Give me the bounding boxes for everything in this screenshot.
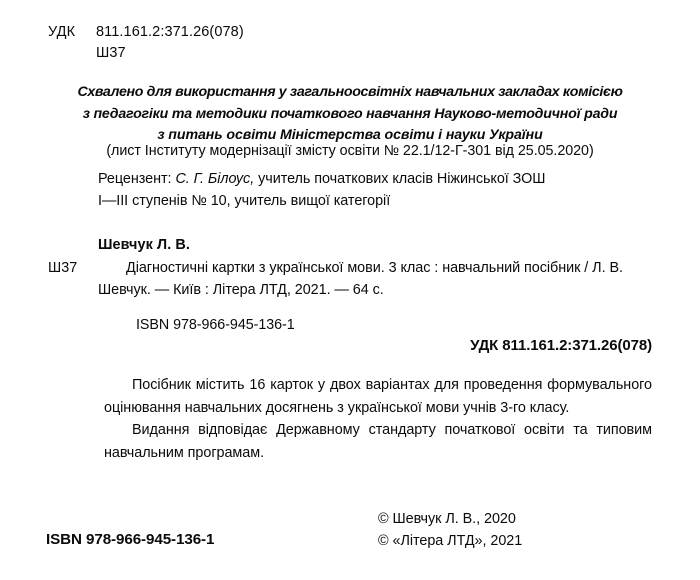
approval-line-3: з питань освіти Міністерства освіти і науки України	[157, 127, 543, 143]
udc-block	[48, 22, 244, 64]
record-body	[48, 257, 660, 301]
udc-classification: 811.161.2:371.26(078)	[96, 24, 244, 40]
bibliographic-record	[48, 234, 660, 301]
annotation-block	[104, 374, 652, 464]
approval-letter-reference: (лист Інституту модернізації змісту освіти № 22.1/12-Г-301 від 25.05.2020)	[106, 143, 594, 159]
reviewer-role: учитель початкових класів Ніжинської ЗОШ	[258, 171, 546, 187]
copyright-line-2: © «Літера ЛТД», 2021	[378, 533, 523, 549]
reviewer-label: Рецензент:	[98, 171, 172, 187]
author-name: Шевчук Л. В.	[98, 237, 191, 253]
isbn-bottom: ISBN 978-966-945-136-1	[46, 531, 215, 548]
udc-shelf-mark: Ш37	[96, 45, 126, 61]
annotation-paragraph-2: Видання відповідає Державному стандарту початкової освіти та типовим навчальним програмам.	[104, 422, 652, 461]
udc-label: УДК	[48, 24, 76, 40]
udc-repeat: УДК 811.161.2:371.26(078)	[470, 337, 652, 354]
annotation-paragraph-1: Посібник містить 16 карток у двох варіантах для проведення формувального оцінювання навчальних досягнень з української мови учнів 3-го класу.	[104, 377, 652, 416]
approval-line-1: Схвалено для використання у загальноосвітніх навчальних закладах комісією	[77, 84, 623, 100]
approval-statement	[48, 82, 652, 147]
reviewer-block	[98, 168, 658, 212]
copyright-line-1: © Шевчук Л. В., 2020	[378, 511, 516, 527]
record-description: Діагностичні картки з української мови. 3 клас : навчальний посібник / Л. В. Шевчук. — Київ : Літера ЛТД, 2021. — 64 с.	[98, 260, 623, 298]
record-shelf-mark: Ш37	[48, 260, 78, 276]
udc-values	[96, 22, 244, 64]
reviewer-line-1	[98, 168, 658, 190]
approval-line-2: з педагогіки та методики початкового навчання Науково-методичної ради	[82, 105, 618, 122]
isbn-top: ISBN 978-966-945-136-1	[136, 317, 295, 333]
reviewer-line-2: І—ІІІ ступенів № 10, учитель вищої категорії	[98, 193, 391, 209]
reviewer-name: С. Г. Білоус,	[175, 171, 255, 187]
copyright-block	[378, 508, 522, 552]
